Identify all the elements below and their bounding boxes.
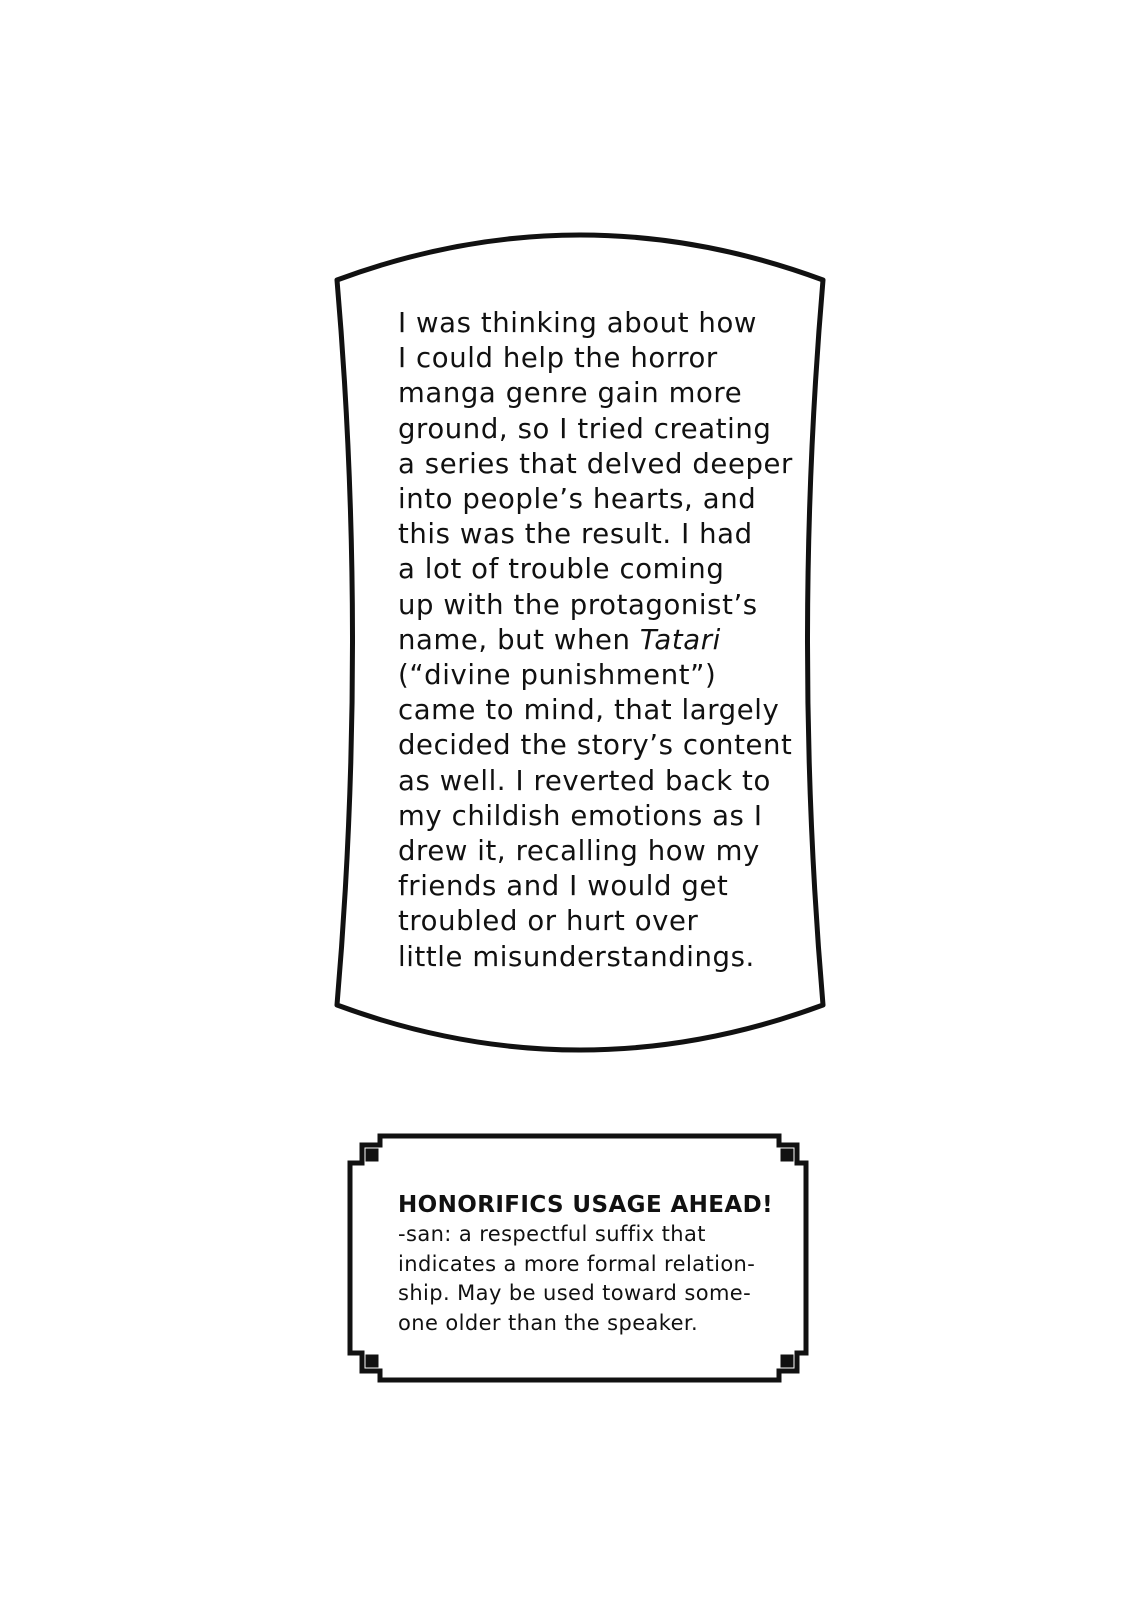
author-note-line: this was the result. I had	[398, 518, 753, 551]
author-note-line: a series that delved deeper	[398, 447, 793, 480]
author-note-line: as well. I reverted back to	[398, 764, 771, 797]
author-note-line: I could help the horror	[398, 342, 718, 375]
author-note-line: little misunderstandings.	[398, 940, 755, 973]
honorifics-heading: HONORIFICS USAGE AHEAD!	[398, 1192, 773, 1218]
author-note-line: troubled or hurt over	[398, 905, 699, 938]
author-note-line: up with the protagonist’s	[398, 588, 758, 621]
author-note-line: into people’s hearts, and	[398, 483, 757, 516]
italic-title-word: Tatari	[639, 623, 721, 656]
author-note-line: decided the story’s content	[398, 729, 793, 762]
author-note-line: came to mind, that largely	[398, 694, 780, 727]
honorifics-line: -san: a respectful suffix that	[398, 1222, 706, 1246]
author-note-line-with-italic	[398, 623, 818, 658]
author-note-line: a lot of trouble coming	[398, 553, 725, 586]
honorifics-line: ship. May be used toward some-	[398, 1281, 752, 1305]
author-note-line: friends and I would get	[398, 870, 729, 903]
author-note-line: name, but when	[398, 623, 640, 656]
author-note-text	[398, 306, 818, 975]
author-note-line: drew it, recalling how my	[398, 835, 760, 868]
author-note-line: I was thinking about how	[398, 307, 757, 339]
author-note-line: (“divine punishment”)	[398, 659, 717, 692]
author-note-line: my childish emotions as I	[398, 799, 763, 832]
author-note-line: ground, so I tried creating	[398, 412, 772, 445]
honorifics-box	[398, 1190, 790, 1338]
author-note-line: manga genre gain more	[398, 377, 743, 410]
honorifics-line: one older than the speaker.	[398, 1310, 699, 1335]
honorifics-line: indicates a more formal relation-	[398, 1251, 756, 1276]
